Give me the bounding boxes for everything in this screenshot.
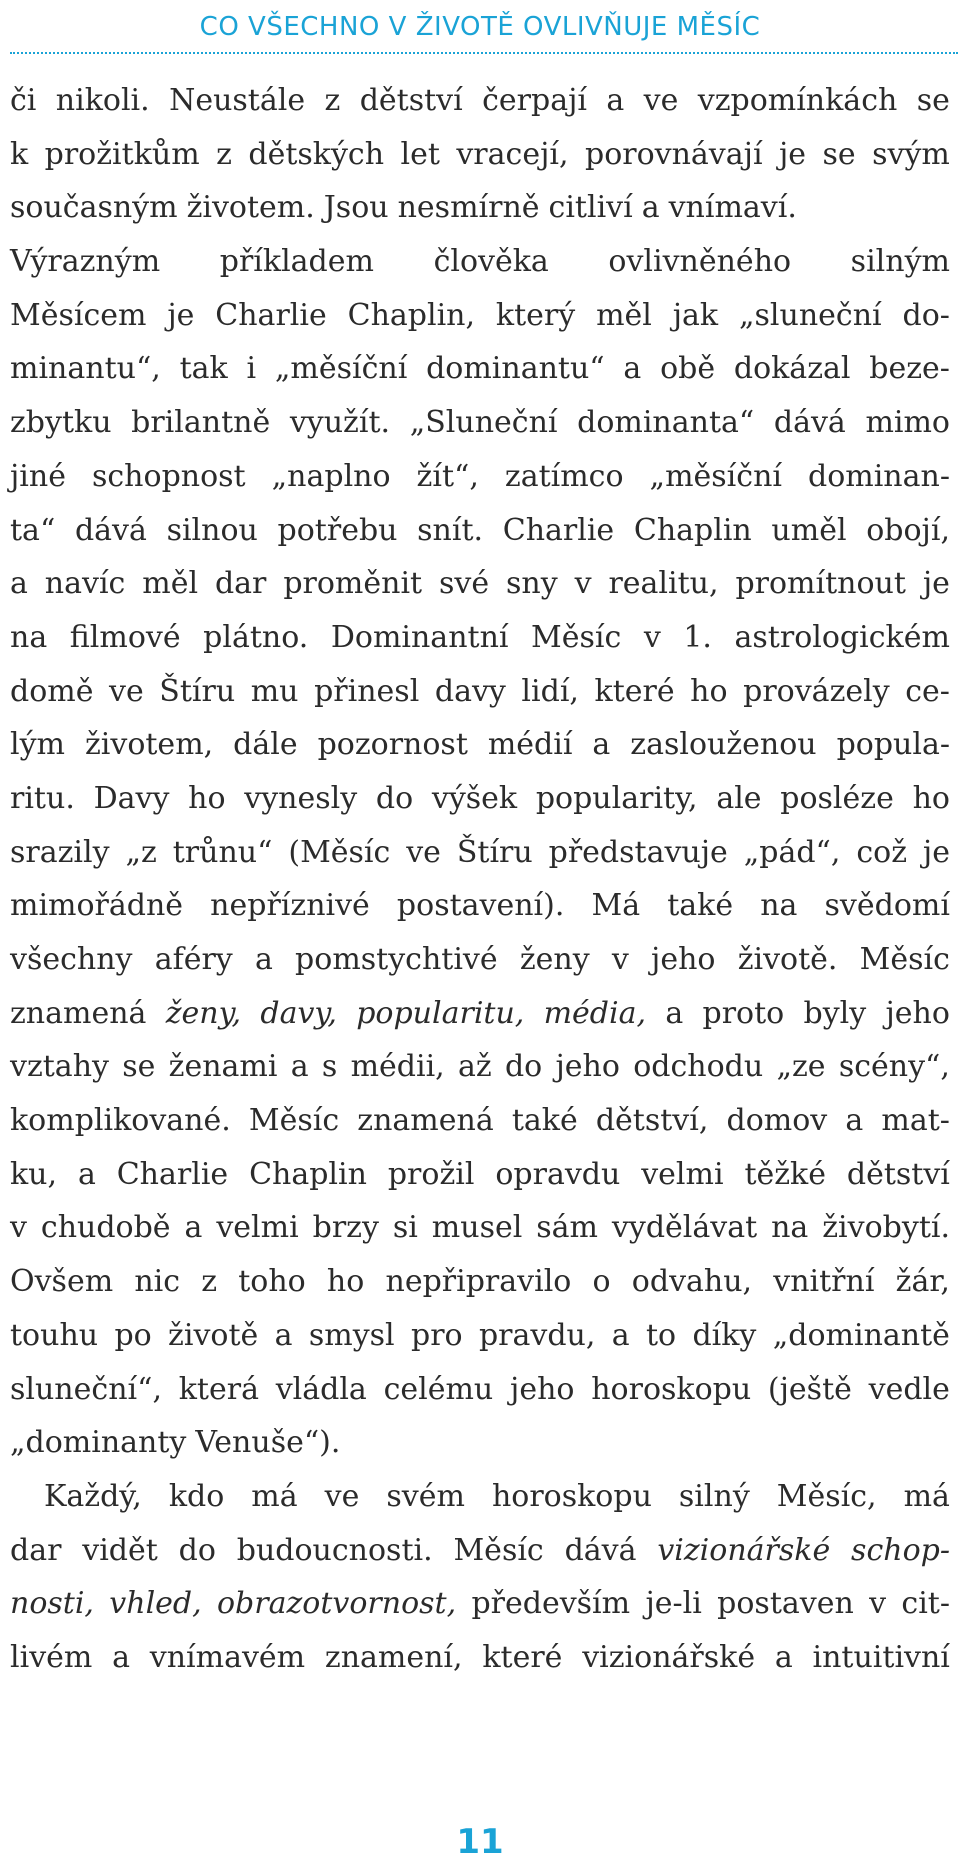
word: intuitivní: [812, 1639, 950, 1675]
word: popularitu,: [356, 995, 525, 1031]
word: médií: [487, 727, 573, 763]
word: dar: [10, 1532, 62, 1568]
word: dětství: [359, 83, 463, 118]
word: ta“: [10, 512, 56, 548]
word: ve: [109, 673, 144, 709]
word: znamená: [357, 1103, 494, 1139]
word: mu: [250, 673, 299, 709]
word: po: [114, 1317, 152, 1353]
word: je: [779, 136, 807, 172]
word: brilantně: [131, 405, 271, 441]
word: Každý,: [44, 1478, 142, 1514]
word: Chaplin: [633, 512, 752, 548]
word: až: [457, 1049, 492, 1085]
word: postaven: [717, 1586, 854, 1622]
text-line: [10, 128, 950, 182]
word: „měsíční: [274, 351, 408, 387]
word: proto: [702, 995, 785, 1031]
word: ku,: [10, 1156, 58, 1192]
word: pravdu,: [478, 1317, 596, 1353]
word: trůnu“: [172, 834, 273, 870]
word: do: [178, 1532, 216, 1568]
text-line: [10, 987, 950, 1041]
word: znamená: [10, 995, 147, 1031]
word: vracejí,: [456, 136, 569, 172]
word: všechny: [10, 942, 133, 977]
word: Jsou: [323, 190, 389, 226]
word: vidět: [82, 1532, 158, 1568]
text-line: [10, 1577, 950, 1631]
word: současným: [10, 190, 178, 226]
word: chudobě: [40, 1210, 171, 1246]
word: Má: [591, 888, 641, 924]
word: sny: [506, 566, 558, 602]
word: ce-: [905, 673, 950, 709]
word: dominan-: [808, 458, 950, 494]
word: minantu“,: [10, 351, 161, 387]
word: potřebu: [277, 512, 398, 548]
text-line: [10, 181, 950, 235]
word: a: [112, 1639, 130, 1675]
word: ale: [716, 780, 762, 816]
word: vnitřní: [773, 1264, 875, 1300]
word: Chaplin,: [347, 297, 476, 333]
running-header: CO VŠECHNO V ŽIVOTĚ OVLIVŇUJE MĚSÍC: [199, 12, 761, 42]
word: vztahy: [10, 1049, 109, 1085]
word: Měsíc,: [776, 1478, 877, 1514]
word: pomstychtivé: [295, 942, 498, 977]
word: se: [822, 136, 856, 172]
word: ve: [643, 83, 679, 118]
text-line: [10, 289, 950, 343]
word: v: [643, 619, 661, 655]
word: „pád“,: [743, 834, 841, 870]
text-line: [10, 396, 950, 450]
word: nosti,: [10, 1586, 94, 1622]
word: životem.: [186, 190, 315, 226]
word: dětských: [248, 136, 385, 172]
word: měl: [142, 566, 199, 602]
word: vládla: [275, 1371, 367, 1407]
text-line: [10, 879, 950, 933]
word: proměnit: [283, 566, 423, 602]
text-line: [10, 1363, 950, 1417]
word: prožitkům: [44, 136, 200, 172]
word: vydělávat: [611, 1210, 758, 1246]
word: ritu.: [10, 780, 75, 816]
word: velmi: [641, 1156, 724, 1192]
word: žít“,: [416, 458, 479, 494]
word: realitu,: [608, 566, 719, 602]
word: má: [903, 1478, 950, 1514]
word: životě.: [737, 942, 838, 977]
word: díky: [692, 1317, 757, 1353]
word: vynesly: [244, 780, 358, 816]
word: a: [274, 1317, 293, 1353]
word: příkladem: [219, 244, 374, 280]
word: „měsíční: [649, 458, 782, 494]
word: posléze: [780, 780, 894, 816]
header-dotted-rule: [10, 52, 958, 54]
word: celému: [383, 1371, 494, 1407]
word: svědomí: [824, 888, 950, 924]
text-line: [10, 557, 950, 611]
word: své: [439, 566, 490, 602]
word: si: [392, 1210, 418, 1246]
word: také: [667, 888, 734, 924]
word: k: [10, 136, 29, 172]
word: horoskopu: [591, 1371, 752, 1407]
word: především: [471, 1586, 631, 1622]
word: a: [611, 1317, 630, 1353]
word: Charlie: [215, 297, 327, 333]
word: se: [916, 83, 950, 118]
word: ženy,: [165, 995, 242, 1031]
text-line: [10, 611, 950, 665]
word: popularity,: [535, 780, 698, 816]
word: dává: [74, 512, 147, 548]
word: Davy: [93, 780, 170, 816]
word: ho: [326, 1264, 365, 1300]
word: snít.: [417, 512, 484, 548]
word: brzy: [312, 1210, 379, 1246]
word: Měsíc: [859, 942, 950, 977]
word: postavení).: [396, 888, 565, 924]
text-line: [10, 342, 950, 396]
word: které: [482, 1639, 563, 1675]
word: a: [641, 190, 660, 226]
text-line: [10, 504, 950, 558]
word: livém: [10, 1639, 93, 1675]
word: byly: [803, 995, 867, 1031]
word: dětství,: [595, 1103, 709, 1139]
word: lým: [10, 727, 65, 763]
word: je: [922, 566, 950, 602]
word: smysl: [308, 1317, 395, 1353]
word: Měsíc: [453, 1532, 544, 1568]
word: do: [375, 780, 414, 816]
word: „sluneční: [738, 297, 882, 333]
word: Výrazným: [10, 244, 161, 280]
word: obojí,: [866, 512, 950, 548]
text-line: [10, 1255, 950, 1309]
word: a: [10, 566, 28, 602]
word: davy,: [260, 995, 337, 1031]
text-line: [10, 235, 950, 289]
word: dokázal: [733, 351, 851, 387]
word: měl: [596, 297, 652, 333]
word: domov: [726, 1103, 828, 1139]
word: a: [665, 995, 684, 1031]
word: ho: [188, 780, 226, 816]
word: svým: [872, 136, 950, 172]
word: ovlivněného: [608, 244, 792, 280]
word: a: [290, 1049, 309, 1085]
word: na: [771, 1210, 809, 1246]
word: to: [645, 1317, 677, 1353]
word: „ze: [776, 1049, 826, 1085]
word: vizionářské: [582, 1639, 756, 1675]
word: z: [324, 83, 341, 118]
word: schopnost: [91, 458, 246, 494]
word: Štíru: [456, 834, 533, 870]
word: Ovšem: [10, 1264, 114, 1300]
word: (Měsíc: [288, 834, 391, 870]
word: jeho: [651, 942, 716, 977]
word: davy: [434, 673, 506, 709]
body-text: [10, 74, 950, 1685]
word: Dominantní: [330, 619, 509, 655]
text-line: [10, 1524, 950, 1578]
word: opravdu: [495, 1156, 621, 1192]
word: ho: [690, 673, 728, 709]
word: a: [184, 1210, 203, 1246]
word: ženami: [168, 1049, 278, 1085]
word: média,: [543, 995, 647, 1031]
word: cit-: [901, 1586, 950, 1622]
word: (ještě: [767, 1371, 852, 1407]
word: jeho: [555, 1049, 620, 1085]
word: dává: [773, 405, 846, 441]
word: dává: [564, 1532, 637, 1568]
word: člověka: [433, 244, 549, 280]
word: vnímaví.: [668, 190, 797, 226]
word: porovnávají: [584, 136, 763, 172]
word: a: [623, 351, 642, 387]
word: mat-: [881, 1103, 950, 1139]
word: jeho: [885, 995, 950, 1031]
word: zaslouženou: [630, 727, 817, 763]
word: prožil: [387, 1156, 475, 1192]
word: a: [606, 83, 625, 118]
word: přinesl: [314, 673, 420, 709]
word: médii,: [350, 1049, 445, 1085]
word: tak: [179, 351, 228, 387]
word: touhu: [10, 1317, 99, 1353]
word: mimo: [865, 405, 950, 441]
word: využít.: [289, 405, 391, 441]
word: sám: [536, 1210, 598, 1246]
word: ve: [324, 1478, 360, 1514]
word: ho: [912, 780, 950, 816]
word: nepřipravilo: [385, 1264, 572, 1300]
word: aféry: [154, 942, 233, 977]
word: žár,: [895, 1264, 950, 1300]
text-line: [10, 1148, 950, 1202]
word: provázely: [743, 673, 890, 709]
word: vzpomínkách: [697, 83, 898, 118]
word: jiné: [10, 458, 66, 494]
word: vizionářské: [657, 1532, 831, 1568]
word: Charlie: [502, 512, 615, 548]
text-line: [10, 1470, 950, 1524]
word: Neustále: [169, 83, 306, 118]
text-line: [10, 665, 950, 719]
word: sluneční“,: [10, 1371, 162, 1407]
word: „dominanty: [10, 1425, 187, 1461]
text-line: [10, 772, 950, 826]
word: ženy: [519, 942, 590, 977]
word: pro: [410, 1317, 463, 1353]
word: navíc: [44, 566, 126, 602]
word: budoucnosti.: [236, 1532, 433, 1568]
word: a: [592, 727, 611, 763]
word: s: [321, 1049, 338, 1085]
word: ve: [406, 834, 441, 870]
word: astrologickém: [734, 619, 950, 655]
word: představuje: [548, 834, 728, 870]
page-number: 11: [456, 1822, 504, 1862]
word: musel: [431, 1210, 523, 1246]
word: dále: [233, 727, 298, 763]
word: dětství: [846, 1156, 950, 1192]
word: v: [574, 566, 592, 602]
word: 1.: [683, 619, 712, 655]
word: v: [869, 1586, 887, 1622]
word: toho: [238, 1264, 306, 1300]
word: je: [922, 834, 950, 870]
word: Měsícem: [10, 297, 147, 333]
word: silným: [850, 244, 950, 280]
word: scény“,: [838, 1049, 950, 1085]
text-line: [10, 1416, 950, 1470]
word: odvahu,: [631, 1264, 753, 1300]
word: výšek: [431, 780, 518, 816]
word: velmi: [216, 1210, 299, 1246]
word: Měsíc: [531, 619, 622, 655]
word: komplikované.: [10, 1103, 231, 1139]
word: obrazotvornost,: [216, 1586, 457, 1622]
word: a: [254, 942, 273, 977]
word: mimořádně: [10, 888, 184, 924]
word: schop-: [851, 1532, 950, 1568]
word: dar: [214, 566, 267, 602]
word: která: [178, 1371, 259, 1407]
text-line: [10, 74, 950, 128]
word: filmové: [69, 619, 181, 655]
word: svém: [386, 1478, 465, 1514]
word: který: [495, 297, 576, 333]
word: „naplno: [271, 458, 391, 494]
word: vhled,: [109, 1586, 202, 1622]
word: Venuše“).: [195, 1425, 341, 1461]
word: se: [122, 1049, 156, 1085]
word: popula-: [836, 727, 950, 763]
word: srazily: [10, 834, 110, 870]
word: a: [77, 1156, 96, 1192]
word: i: [246, 351, 257, 387]
word: o: [592, 1264, 611, 1300]
text-line: [10, 826, 950, 880]
word: nikoli.: [55, 83, 150, 118]
word: je: [167, 297, 195, 333]
word: v: [10, 1210, 27, 1246]
word: na: [760, 888, 798, 924]
word: silný: [678, 1478, 750, 1514]
word: „z: [125, 834, 157, 870]
word: dominanta“: [577, 405, 755, 441]
word: které: [594, 673, 675, 709]
text-line: [10, 1094, 950, 1148]
word: nepříznivé: [210, 888, 370, 924]
word: zatímco: [504, 458, 624, 494]
word: domě: [10, 673, 94, 709]
word: Charlie: [116, 1156, 229, 1192]
word: je-li: [645, 1586, 702, 1622]
word: uměl: [771, 512, 847, 548]
word: plátno.: [203, 619, 309, 655]
text-line: [10, 1040, 950, 1094]
word: pozornost: [317, 727, 468, 763]
word: na: [10, 619, 48, 655]
word: nic: [134, 1264, 181, 1300]
word: kdo: [168, 1478, 225, 1514]
word: živobytí.: [822, 1210, 950, 1246]
word: Měsíc: [248, 1103, 340, 1139]
word: což: [856, 834, 907, 870]
word: v: [611, 942, 629, 977]
word: také: [511, 1103, 578, 1139]
word: znamení,: [324, 1639, 463, 1675]
word: zbytku: [10, 405, 112, 441]
word: a: [845, 1103, 864, 1139]
text-line: [10, 1631, 950, 1685]
word: citliví: [548, 190, 633, 226]
word: jak: [672, 297, 719, 333]
word: „dominantě: [772, 1317, 950, 1353]
word: obě: [660, 351, 716, 387]
word: „Sluneční: [409, 405, 558, 441]
word: vedle: [868, 1371, 950, 1407]
word: do-: [902, 297, 950, 333]
word: z: [201, 1264, 218, 1300]
word: Chaplin: [249, 1156, 367, 1192]
text-line: [10, 1201, 950, 1255]
word: do: [504, 1049, 543, 1085]
word: má: [251, 1478, 298, 1514]
word: let: [400, 136, 440, 172]
text-line: [10, 1309, 950, 1363]
word: Štíru: [159, 673, 236, 709]
word: promítnout: [735, 566, 906, 602]
word: dominantu“: [426, 351, 605, 387]
word: životem,: [84, 727, 214, 763]
word: jeho: [510, 1371, 575, 1407]
text-line: [10, 933, 950, 987]
word: silnou: [166, 512, 258, 548]
word: vnímavém: [149, 1639, 306, 1675]
word: či: [10, 83, 37, 118]
word: lidí,: [521, 673, 579, 709]
text-line: [10, 718, 950, 772]
word: horoskopu: [491, 1478, 652, 1514]
text-line: [10, 450, 950, 504]
word: z: [216, 136, 232, 172]
word: beze-: [869, 351, 950, 387]
word: odchodu: [633, 1049, 764, 1085]
word: těžké: [744, 1156, 826, 1192]
word: životě: [168, 1317, 259, 1353]
word: nesmírně: [397, 190, 540, 226]
word: a: [774, 1639, 793, 1675]
word: čerpají: [482, 83, 587, 118]
